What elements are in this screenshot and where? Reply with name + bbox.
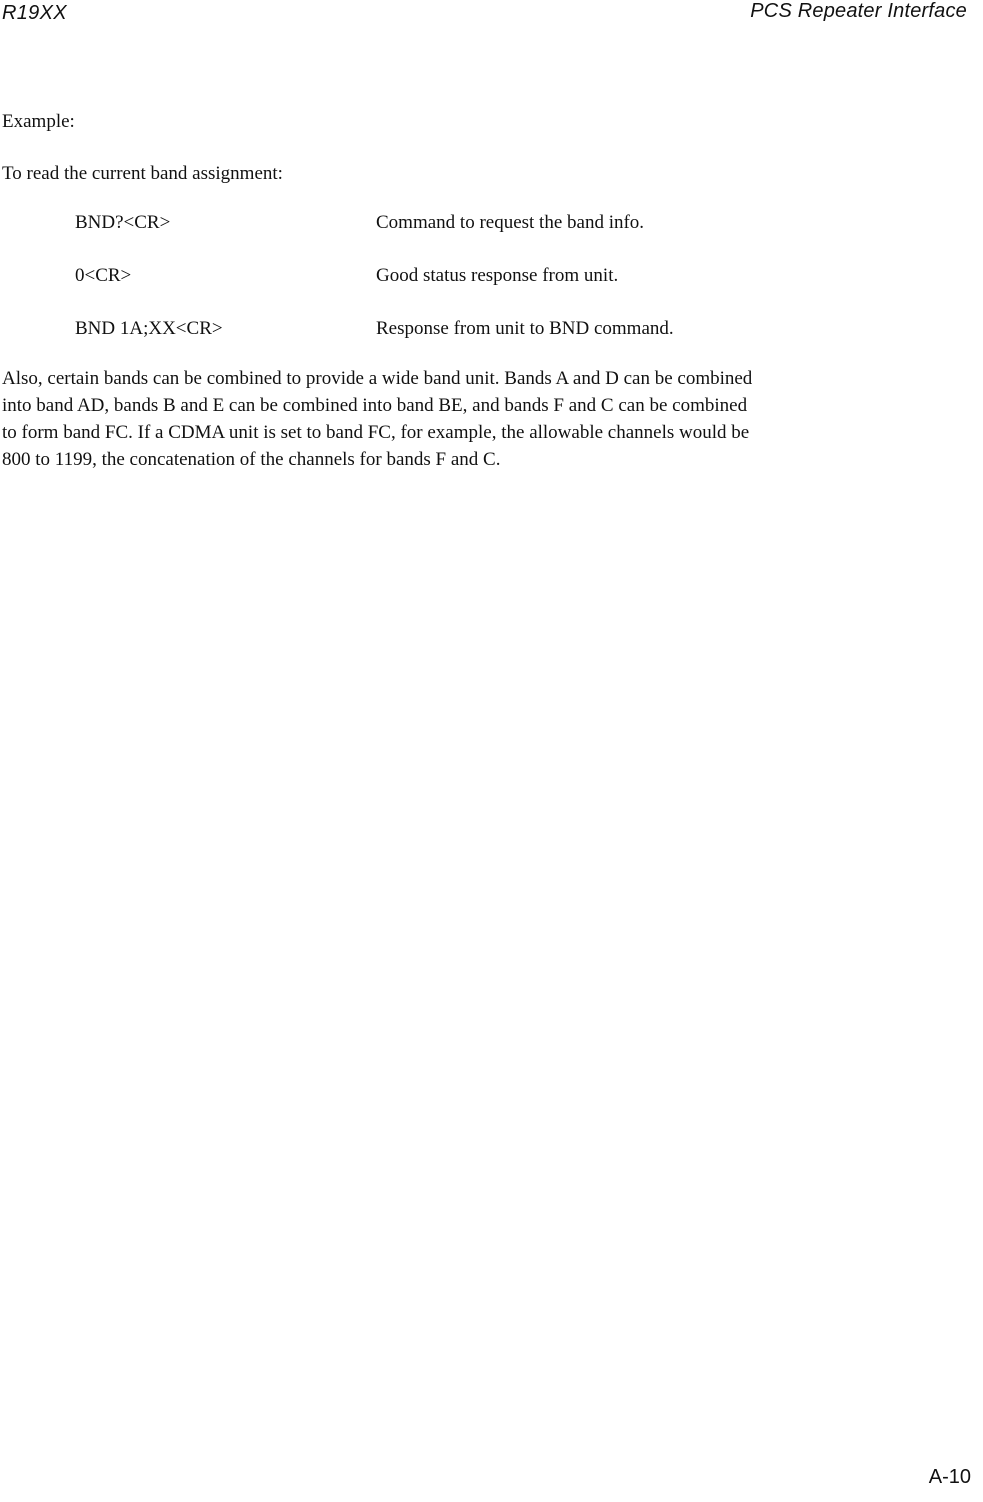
command-description: Command to request the band info. bbox=[376, 212, 645, 233]
paragraph-line: 800 to 1199, the concatenation of the channels for bands F and C. bbox=[2, 449, 501, 470]
command-description: Response from unit to BND command. bbox=[376, 318, 674, 339]
command-row bbox=[75, 318, 775, 342]
command-row bbox=[75, 265, 775, 289]
command-text: BND 1A;XX<CR> bbox=[75, 318, 223, 339]
band-combination-paragraph bbox=[2, 365, 922, 473]
paragraph-line: into band AD, bands B and E can be combined into band BE, and bands F and C can be combined bbox=[2, 395, 748, 416]
command-description: Good status response from unit. bbox=[376, 265, 619, 286]
page-number: A-10 bbox=[928, 1466, 971, 1488]
header-document-id: R19XX bbox=[2, 2, 67, 24]
command-text: BND?<CR> bbox=[75, 212, 171, 233]
header-document-title: PCS Repeater Interface bbox=[750, 0, 967, 22]
example-label: Example: bbox=[2, 111, 75, 132]
command-row bbox=[75, 212, 775, 236]
paragraph-line: to form band FC. If a CDMA unit is set to band FC, for example, the allowable channels would be bbox=[2, 422, 750, 443]
command-text: 0<CR> bbox=[75, 265, 132, 286]
intro-text: To read the current band assignment: bbox=[2, 163, 283, 184]
paragraph-line: Also, certain bands can be combined to provide a wide band unit. Bands A and D can be combined bbox=[2, 368, 753, 389]
